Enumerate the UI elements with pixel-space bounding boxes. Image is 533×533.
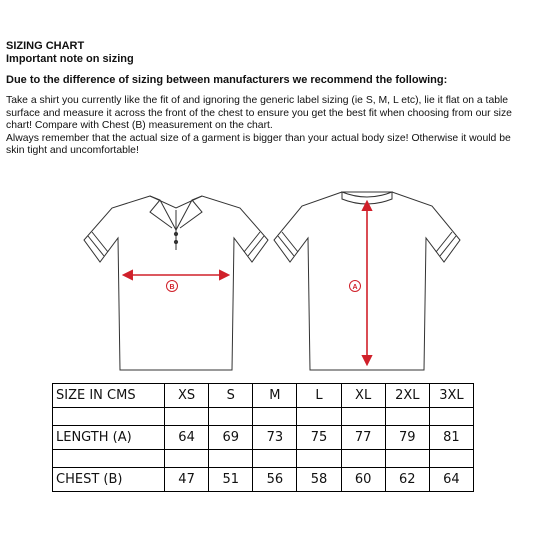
chest-marker-label: B [169, 284, 175, 291]
table-row-chest [53, 468, 474, 492]
size-s: S [209, 384, 253, 408]
table-spacer-row [53, 450, 474, 468]
front-right-sleeve-cuff [244, 232, 264, 256]
instruction-paragraph-2: Always remember that the actual size of a garment is bigger than your actual body size! Otherwise it would be skin tight and uncomfortable! [6, 132, 511, 157]
table-spacer-row [53, 408, 474, 426]
size-2xl: 2XL [385, 384, 429, 408]
button-2 [174, 240, 177, 243]
header-label: SIZE IN CMS [53, 384, 165, 408]
size-xl: XL [341, 384, 385, 408]
table-cell: 58 [297, 468, 341, 492]
table-cell: 64 [165, 426, 209, 450]
length-marker-label: A [352, 284, 358, 291]
front-left-sleeve-cuff [88, 232, 108, 256]
recommendation-lead: Due to the difference of sizing between manufacturers we recommend the following: [6, 74, 448, 86]
size-3xl: 3XL [429, 384, 473, 408]
table-cell: 62 [385, 468, 429, 492]
size-m: M [253, 384, 297, 408]
table-cell: 64 [429, 468, 473, 492]
row-label: CHEST (B) [53, 468, 165, 492]
size-chart-table [52, 383, 474, 492]
table-cell: 77 [341, 426, 385, 450]
table-cell: 51 [209, 468, 253, 492]
table-cell: 60 [341, 468, 385, 492]
table-cell: 73 [253, 426, 297, 450]
table-cell: 75 [297, 426, 341, 450]
back-left-sleeve-cuff [278, 232, 298, 256]
table-cell: 47 [165, 468, 209, 492]
size-l: L [297, 384, 341, 408]
shirt-diagram [0, 180, 533, 380]
table-header-row [53, 384, 474, 408]
table-row-length [53, 426, 474, 450]
page-title: SIZING CHART [6, 40, 85, 52]
instruction-paragraph-1: Take a shirt you currently like the fit of and ignoring the generic label sizing (ie S, M, L etc), lie it flat on a table surface and measure it across the front of the chest to ensure you get the best fit when choosing from our size chart! Compare with Chest (B) measurement on the chart. [6, 95, 512, 132]
table-cell: 56 [253, 468, 297, 492]
table-cell: 79 [385, 426, 429, 450]
back-right-sleeve-cuff [436, 232, 456, 256]
row-label: LENGTH (A) [53, 426, 165, 450]
table-cell: 81 [429, 426, 473, 450]
table-cell: 69 [209, 426, 253, 450]
sizing-notes [6, 40, 528, 158]
button-1 [174, 232, 177, 235]
size-xs: XS [165, 384, 209, 408]
page-subtitle: Important note on sizing [6, 53, 134, 65]
